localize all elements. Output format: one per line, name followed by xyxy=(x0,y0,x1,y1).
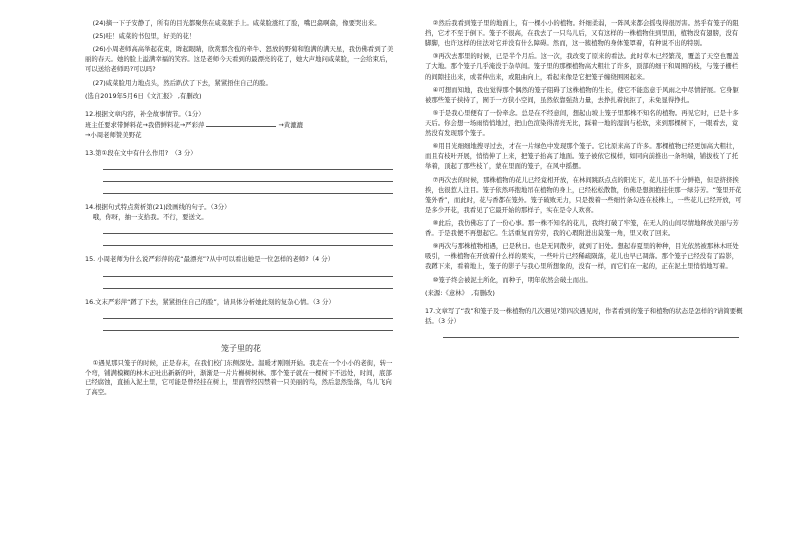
left-column xyxy=(85,18,397,398)
essay-paragraph-1: ①遇见那只笼子的时候，正是春末，在我们校门东侧深处。温暖才刚刚开始。我走在一个小小的老街，转一个弯，铺满模糊的林木正吐出新新的叶，渐渐是一片片槲树树林。那个笼子就在一棵树下不远处，时间，底部已经腐蚀，直插入泥土里，它可能是曾经挂在树上，里面曾经囚禁着一只美丽的鸟，然后忽然坠落，鸟儿飞向了高空。 xyxy=(85,359,393,397)
chain-part-b: →黄漉漉 xyxy=(278,120,303,129)
question-12-chain xyxy=(85,119,397,130)
essay-paragraph-10: ⑩笼子终会被泥土所化，而种子，明年依然会破土而出。 xyxy=(432,275,592,284)
essay-paragraph-4: ④可想而知地，我也觉得那个偶然的笼子阻碍了这株植物的生长，使它不能恣意于风雨之中尽情舒展。它身躯被那些笼子挟持了，囿于一方狭小空间，虽然依靠强劲力量，去挣扎着抗拒了，未免显得挣扎。 xyxy=(425,85,739,104)
essay-source: (来源:《意林》 ,有删改) xyxy=(425,288,495,297)
question-14-quote: 哦，你呀，抽一支拾我。不行，要送文。 xyxy=(92,213,208,222)
paragraph-25: (25)哇！咸菜的书包里，好美的花！ xyxy=(92,32,196,41)
answer-line[interactable] xyxy=(103,172,393,182)
answer-line[interactable] xyxy=(103,236,393,246)
question-13: 13.第①段在文中有什么作用? （3 分） xyxy=(85,149,197,158)
answer-line[interactable] xyxy=(103,279,393,289)
answer-blank[interactable] xyxy=(206,119,276,127)
essay-paragraph-6: ⑥用目光细细地搜寻过去，才在一片绿色中发现那个笼子。它比原来高了许多。那棵植物已经更加高大粗壮，而且有枝叶开展，悄悄伸了上来，把笼子抬高了地面。笼子被依它模样，如同向前推出一条坦端，铺拔枝丫了托举着，顶起了那些枝丫，蒙在里面的笼子，在风中摇摆。 xyxy=(425,142,739,171)
essay-paragraph-5: ⑤于是我心里便有了一份牵念。总是在不经意间，想起山坡上笼子里那株不知名的植物。再见它时，已是十多天后。你会想一场雨悄悄地过，把山色渲染得清亮无比，踩着一地的湿润与松软，来到那棵树下，一眼看去，竟然没有发现那个笼子。 xyxy=(425,108,739,138)
answer-line[interactable] xyxy=(103,321,393,331)
essay-paragraph-3: ③再次去那里的时候，已是半个月后。这一次，我改变了原来的看法。此时草木已经繁茂，覆盖了天空也覆盖了大地。那个笼子几乎淹没于杂草间。笼子里的那棵植物高大粗壮了许多，顶部的细干和周围的枝，与笼子栅栏的间隙挂出来，或者伸出来，或阻曲向上，看起来像是它把笼子缠绕围困起来。 xyxy=(425,52,739,81)
paragraph-26: (26)小周老师高高举起花束，眸起眼睛，欣赏那含苞的牵牛、怒放的野菊和饱满的满天星，我仿佛看到了美丽的春天。她的脸上溢满幸福的笑容。这是老师今天看到的最漂亮的花了，她大声地问咸菜脸，一会给束后，可以送给老师吗?可以吗? xyxy=(85,45,394,74)
answer-line[interactable] xyxy=(443,328,739,338)
answer-line[interactable] xyxy=(103,160,393,170)
essay-paragraph-7: ⑦再次去的时候，那株植物的花儿已经竟相开放，在林间跳跃点点的阳光下，花儿虽不十分鲜艳，但是挤挤挨挨，也很惹人注目。笼子依然环抱地吊在植物的身上，已经松松散散，仿佛是想拥抱挂住那一绿芬芳。“笼里开花笼外香”，而此时，花与香都在笼外。笼子破败无力，只是拨着一些细竹条勾连在枝株上，一些花儿已经开放，可是多少开花，我看见了它最开始的那样子，实在是令人欢喜。 xyxy=(425,175,742,214)
essay-paragraph-8: ⑧此后，我仿佛忘了了一份心事。那一株不知名的花儿，我终打破了牢笼，在无人的山间尽情地释放美丽与芳香。于是我便不再想起它。生活重复而劳劳，我的心瑕附进出莫笼一角，里又收了回来。 xyxy=(425,218,739,238)
right-column xyxy=(425,18,743,340)
question-15: 15. 小周老师为什么说严彩萍的花“最漂亮”?从中可以看出她是一位怎样的老师?（4 分） xyxy=(85,255,334,264)
chain-part-a: 班主任要求带鲜料花→我借鲜料花→严彩萍 xyxy=(85,120,205,129)
answer-line[interactable] xyxy=(103,184,393,194)
answer-line[interactable] xyxy=(103,267,393,277)
paragraph-24: (24)摘一下子安静了，所有的目光都聚焦在咸菜脏手上。咸菜脸涨红了脸，嘴巴翕啊翕，像要哭出来。 xyxy=(92,19,381,27)
answer-line[interactable] xyxy=(103,224,393,234)
question-12: 12.根据文章内容，补全故事情节。（1分） xyxy=(85,109,205,118)
chain-part-c: →小周老师赞美野花 xyxy=(85,130,142,139)
paragraph-27: (27)咸菜脸用力地点头，然后趴伏了下去，紧紧捂住自己的脸。 xyxy=(92,78,272,87)
essay-paragraph-2: ②然后我看到笼子里的地面上，有一棵小小的植物。纤细柔弱，一阵风来都会摇曳得很厉害。然乎有笼子的阻挡，它才不至于倒下。笼子不很高，在我去了一只鸟儿后，又有这样的一株植物住到里面，植物没有翅膀，没有脚脚，也许这样的住法对它并没有什么障碍。然而，这一簇植物的身体笼罩着，有种说不出的特别。 xyxy=(425,19,739,48)
question-17: 17.文章写了“我”和笼子及一株植物的几次遇见?第四次遇见时，作者看到的笼子和植物的状态是怎样的?请简要概括。（3 分） xyxy=(425,306,743,325)
essay-paragraph-9: ⑨再次与那株植物相遇，已是秋日。也是无同散步，就到了旧处。想起春夏里的种种，目光依然被那林木旺处吸引，一株植物在开放着什么样的果实，一些叶片已经稀疏陨落，花儿也早已凋落。那个笼子已经没有了踪影，我蹲下来，看着地上，笼子的影子与我心里所想象的，没有一样，而它们在一起的，正在泥土里悄悄地写着。 xyxy=(425,242,739,271)
question-16: 16.文末严彩萍“蹲了下去，紧紧捂住自己的脸”，请具体分析她此刻的复杂心情。（3 分） xyxy=(85,297,335,306)
essay-title: 笼子里的花 xyxy=(221,343,261,353)
source-note: (选自2019年5月6日《文汇报》 ,有删改) xyxy=(85,91,202,100)
question-14: 14.根据句式特点赏析第(21)段画线的句子。（3分） xyxy=(85,203,231,212)
answer-line[interactable] xyxy=(103,309,393,319)
